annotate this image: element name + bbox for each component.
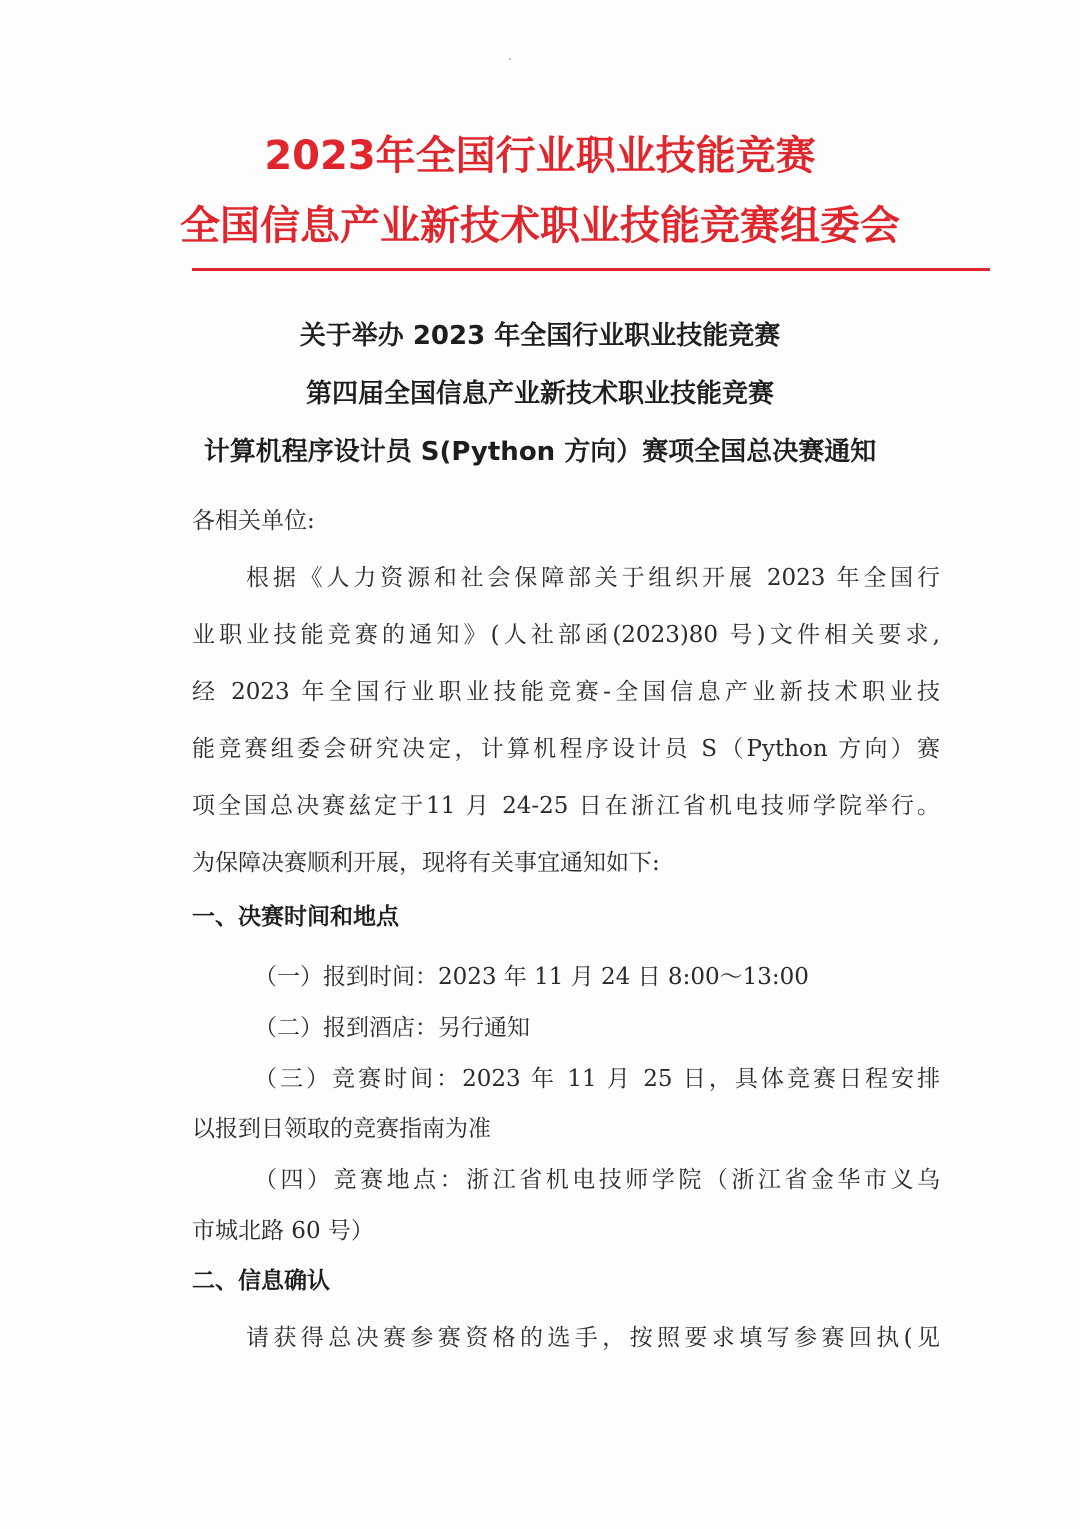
intro-line: 经 2023 年全国行业职业技能竞赛-全国信息产业新技术职业技: [192, 679, 940, 705]
notice-title-line-3: 计算机程序设计员 S(Python 方向）赛项全国总决赛通知: [203, 437, 877, 467]
letterhead-line-1: 2023年全国行业职业技能竞赛: [264, 133, 816, 179]
section-1-item-1: （一）报到时间：2023 年 11 月 24 日 8:00～13:00: [254, 964, 809, 990]
section-1-item-3-cont: 以报到日领取的竞赛指南为准: [192, 1116, 491, 1142]
intro-line: 能竞赛组委会研究决定，计算机程序设计员 S（Python 方向）赛: [192, 736, 940, 762]
letterhead-divider: [192, 268, 990, 271]
section-1-item-2: （二）报到酒店：另行通知: [254, 1015, 530, 1041]
section-1-heading: 一、决赛时间和地点: [192, 904, 399, 930]
intro-line: 根据《人力资源和社会保障部关于组织开展 2023 年全国行: [246, 565, 940, 591]
section-1-item-4-cont: 市城北路 60 号）: [192, 1218, 374, 1244]
notice-title-line-1: 关于举办 2023 年全国行业职业技能竞赛: [299, 321, 781, 351]
section-2-paragraph: 请获得总决赛参赛资格的选手，按照要求填写参赛回执(见: [246, 1325, 940, 1351]
section-1-item-3: （三）竞赛时间：2023 年 11 月 25 日，具体竞赛日程安排: [254, 1066, 940, 1092]
notice-title-line-2: 第四届全国信息产业新技术职业技能竞赛: [305, 379, 774, 409]
section-1-item-4: （四）竞赛地点：浙江省机电技师学院（浙江省金华市义乌: [254, 1167, 940, 1193]
salutation: 各相关单位:: [192, 508, 315, 534]
intro-line: 项全国总决赛兹定于11 月 24-25 日在浙江省机电技师学院举行。: [192, 793, 940, 819]
scan-speck: [509, 58, 511, 60]
section-2-heading: 二、信息确认: [192, 1268, 330, 1294]
intro-line: 为保障决赛顺利开展，现将有关事宜通知如下:: [192, 850, 660, 876]
letterhead-line-2: 全国信息产业新技术职业技能竞赛组委会: [180, 203, 900, 249]
intro-line: 业职业技能竞赛的通知》(人社部函(2023)80 号)文件相关要求,: [192, 622, 940, 648]
